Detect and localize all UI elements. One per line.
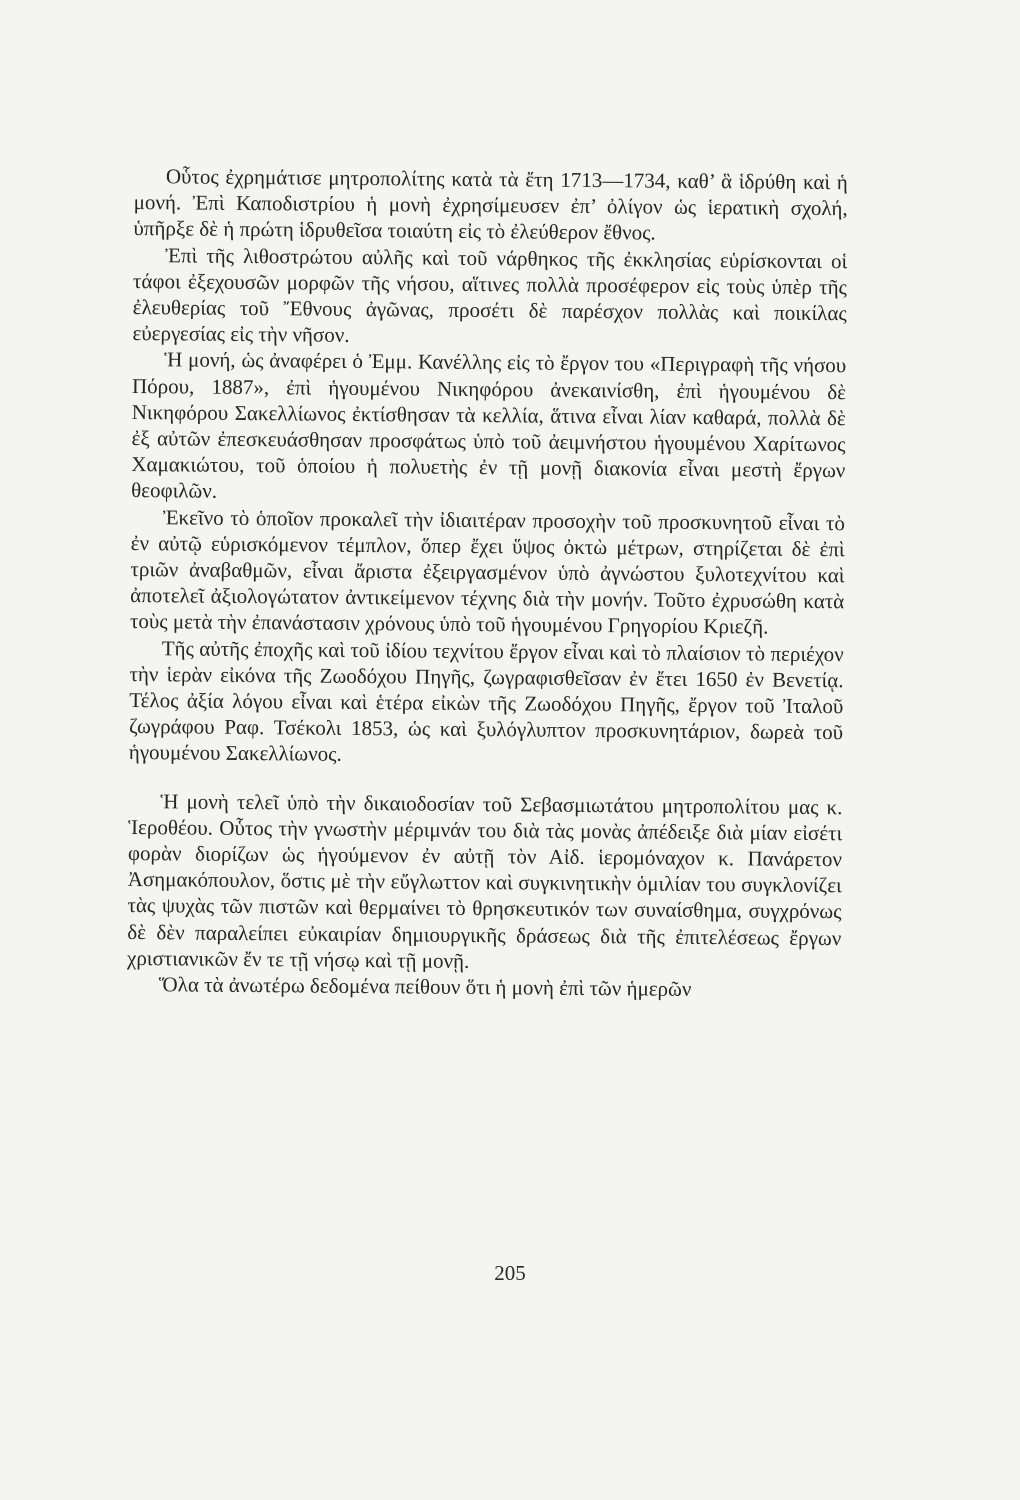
paragraph-7: Ὅλα τὰ ἀνωτέρω δεδομένα πείθουν ὅτι ἡ μονὴ ἐπὶ τῶν ἡμερῶν (158, 972, 692, 1001)
paragraph-1: Οὗτος ἐχρημάτισε μητροπολίτης κατὰ τὰ ἔτη 1713—1734, καθ’ ἃ ἱδρύθη καὶ ἡ μονή. Ἐπὶ Καποδιστρίου ἡ μονὴ ἐχρησίμευσεν ἐπ’ ὀλίγον ὡς ἱερατικὴ σχολή, ὑπῆρξε δὲ ἡ πρώτη ἱδρυθεῖσα τοιαύτη εἰς τὸ ἐλεύθερον ἔθνος. (133, 164, 848, 245)
body-text (127, 163, 848, 1003)
paragraph-2: Ἐπὶ τῆς λιθοστρώτου αὐλῆς καὶ τοῦ νάρθηκος τῆς ἐκκλησίας εὑρίσκονται οἱ τάφοι ἐξεχουσῶν μορφῶν τῆς νήσου, αἵτινες πολλὰ προσέφερον εἰς τοὺς ὑπὲρ τῆς ἐλευθερίας τοῦ Ἔθνους ἀγῶνας, προσέτι δὲ παρέσχον πολλὰς καὶ ποικίλας εὐεργεσίας εἰς τὴν νῆσον. (132, 242, 848, 348)
paragraph-4: Ἐκεῖνο τὸ ὁποῖον προκαλεῖ τὴν ἰδιαιτέραν προσοχὴν τοῦ προσκυνητοῦ εἶναι τὸ ἐν αὐτῷ εὑρισκόμενον τέμπλον, ὅπερ ἔχει ὕψος ὀκτὼ μέτρων, στηρίζεται δὲ ἐπὶ τριῶν ἀναβαθμῶν, εἶναι ἄριστα ἐξειργασμένον ὑπὸ ἀγνώστου ξυλοτεχνίτου καὶ ἀποτελεῖ ἀξιολογώτατον ἀντικείμενον τέχνης διὰ τὴν μονήν. Τοῦτο ἐχρυσώθη κατὰ τοὺς μετὰ τὴν ἐπανάστασιν χρόνους ὑπὸ τοῦ ἡγουμένου Γρηγορίου Κριεζῆ. (129, 504, 845, 640)
page-number: 205 (494, 1261, 526, 1285)
paragraph-6: Ἡ μονὴ τελεῖ ὑπὸ τὴν δικαιοδοσίαν τοῦ Σεβασμιωτάτου μητροπολίτου μας κ. Ἱεροθέου. Οὗτος τὴν γνωστὴν μέριμνάν του διὰ τὰς μονὰς ἀπέδειξε διὰ μίαν εἰσέτι φορὰν διορίζων ὡς ἡγούμενον ἐν αὐτῇ τὸν Αἰδ. ἱερομόναχον κ. Πανάρετον Ἀσημακόπουλον, ὅστις μὲ τὴν εὔγλωττον καὶ συγκινητικὴν ὁμιλίαν του συγκλονίζει τὰς ψυχὰς τῶν πιστῶν καὶ θερμαίνει τὸ θρησκευτικόν των συναίσθημα, συγχρόνως δὲ δὲν παραλείπει εὐκαιρίαν δημιουργικῆς δράσεως διὰ τῆς ἐπιτελέσεως ἔργων χριστιανικῶν ἔν τε τῇ νήσῳ καὶ τῇ μονῇ. (126, 788, 843, 973)
paragraph-3: Ἡ μονή, ὡς ἀναφέρει ὁ Ἐμμ. Κανέλλης εἰς τὸ ἔργον του «Περιγραφὴ τῆς νήσου Πόρου, 1887», ἐπὶ ἡγουμένου Νικηφόρου ἀνεκαινίσθη, ἐπὶ ἡγουμένου δὲ Νικηφόρου Σακελλίωνος ἐκτίσθησαν τὰ κελλία, ἅτινα εἶναι λίαν καθαρά, πολλὰ δὲ ἐξ αὐτῶν ἐπεσκευάσθησαν προσφάτως ὑπὸ τοῦ ἀειμνήστου ἡγουμένου Χαρίτωνος Χαμακιώτου, τοῦ ὁποίου ἡ πολυετὴς ἐν τῇ μονῇ διακονία εἶναι μεστὴ ἔργων θεοφιλῶν. (131, 347, 847, 504)
paragraph-5: Τῆς αὐτῆς ἐποχῆς καὶ τοῦ ἰδίου τεχνίτου ἔργον εἶναι καὶ τὸ πλαίσιον τὸ περιέχον τὴν ἱερὰν εἰκόνα τῆς Ζωοδόχου Πηγῆς, ζωγραφισθεῖσαν ἐν ἔτει 1650 ἐν Βενετίᾳ. Τέλος ἀξία λόγου εἶναι καὶ ἑτέρα εἰκὼν τῆς Ζωοδόχου Πηγῆς, ἔργον τοῦ Ἰταλοῦ ζωγράφου Ραφ. Τσέκολι 1853, ὡς καὶ ξυλόγλυπτον προσκυνητάριον, δωρεὰ τοῦ ἡγουμένου Σακελλίωνος. (128, 635, 844, 767)
